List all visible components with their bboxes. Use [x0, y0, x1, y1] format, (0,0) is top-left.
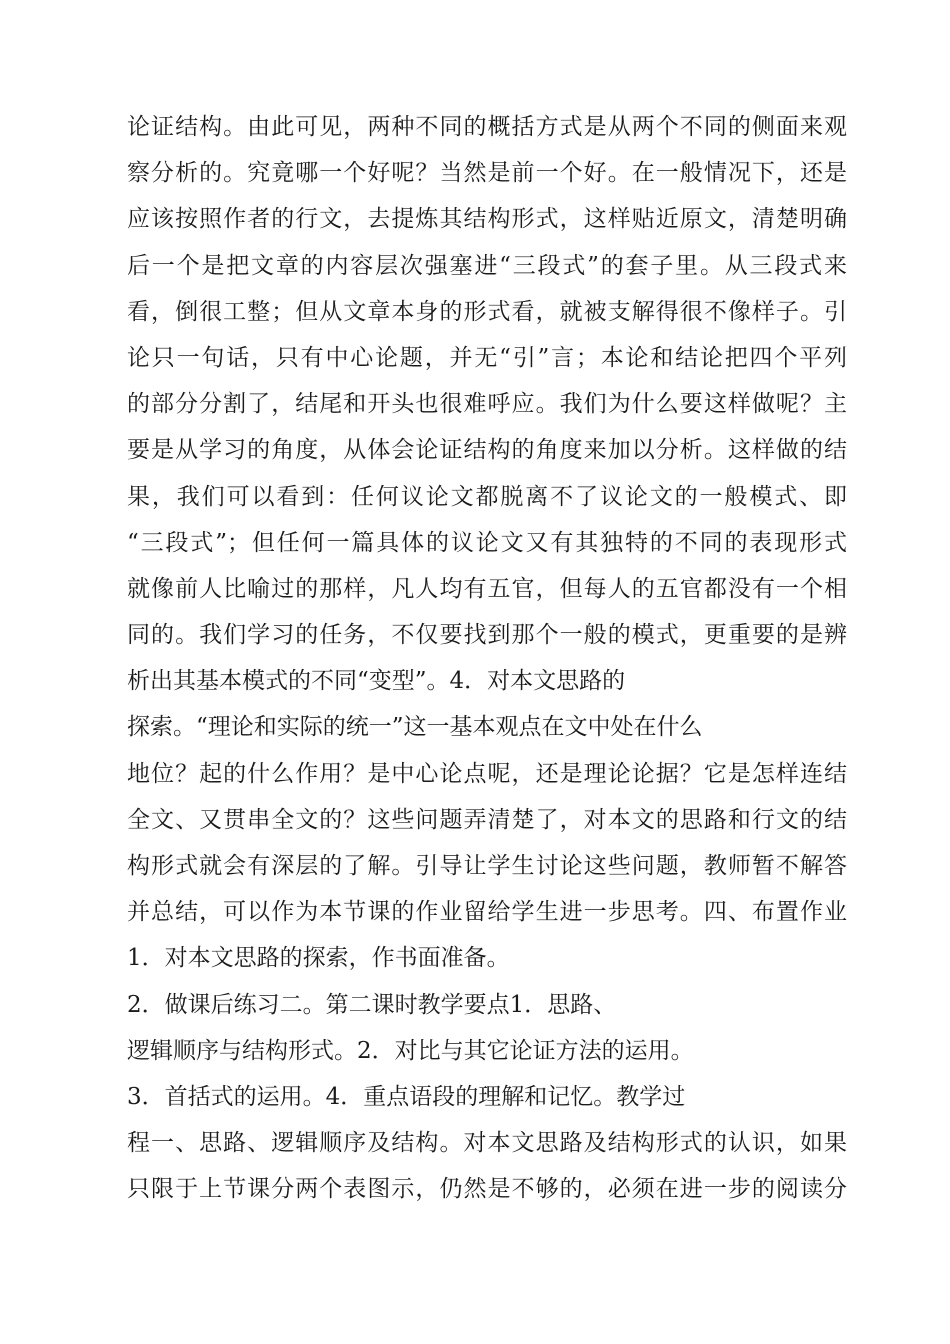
- text-line-4: 后一个是把文章的内容层次强塞进“三段式”的套子里。从三段式来: [127, 252, 847, 279]
- text-line-21: 逻辑顺序与结构形式。2．对比与其它论证方法的运用。: [127, 1037, 694, 1064]
- text-line-18: 并总结，可以作为本节课的作业留给学生进一步思考。四、布置作业: [127, 899, 847, 926]
- body-text: [127, 104, 847, 1213]
- text-line-10: “三段式”；但任何一篇具体的议论文又有其独特的不同的表现形式: [127, 529, 847, 556]
- text-line-12: 同的。我们学习的任务，不仅要找到那个一般的模式，更重要的是辨: [127, 622, 847, 649]
- text-line-15: 地位？起的什么作用？是中心论点呢，还是理论论据？它是怎样连结: [127, 760, 847, 787]
- text-line-19: 1．对本文思路的探索，作书面准备。: [127, 945, 510, 972]
- text-line-3: 应该按照作者的行文，去提炼其结构形式，这样贴近原文，清楚明确: [127, 206, 847, 233]
- text-line-5: 看，倒很工整；但从文章本身的形式看，就被支解得很不像样子。引: [127, 298, 847, 325]
- text-line-22: 3．首括式的运用。4．重点语段的理解和记忆。教学过: [127, 1083, 686, 1110]
- text-line-11: 就像前人比喻过的那样，凡人均有五官，但每人的五官都没有一个相: [127, 575, 847, 602]
- text-line-23: 程一、思路、逻辑顺序及结构。对本文思路及结构形式的认识，如果: [127, 1130, 847, 1157]
- text-line-8: 要是从学习的角度，从体会论证结构的角度来加以分析。这样做的结: [127, 437, 847, 464]
- text-line-20: 2．做课后练习二。第二课时教学要点1．思路、: [127, 991, 617, 1018]
- text-line-6: 论只一句话，只有中心论题，并无“引”言；本论和结论把四个平列: [127, 344, 847, 371]
- text-line-24: 只限于上节课分两个表图示，仍然是不够的，必须在进一步的阅读分: [127, 1176, 847, 1203]
- text-line-16: 全文、又贯串全文的？这些问题弄清楚了，对本文的思路和行文的结: [127, 806, 847, 833]
- text-line-1: 论证结构。由此可见，两种不同的概括方式是从两个不同的侧面来观: [127, 114, 847, 140]
- text-line-2: 察分析的。究竟哪一个好呢？当然是前一个好。在一般情况下，还是: [127, 160, 847, 187]
- text-line-9: 果，我们可以看到：任何议论文都脱离不了议论文的一般模式、即: [127, 483, 847, 510]
- text-line-14: 探索。“理论和实际的统一”这一基本观点在文中处在什么: [127, 714, 703, 741]
- text-line-13: 析出其基本模式的不同“变型”。4．对本文思路的: [127, 668, 626, 695]
- text-line-7: 的部分分割了，结尾和开头也很难呼应。我们为什么要这样做呢？主: [127, 391, 847, 418]
- text-line-17: 构形式就会有深层的了解。引导让学生讨论这些问题，教师暂不解答: [127, 853, 847, 879]
